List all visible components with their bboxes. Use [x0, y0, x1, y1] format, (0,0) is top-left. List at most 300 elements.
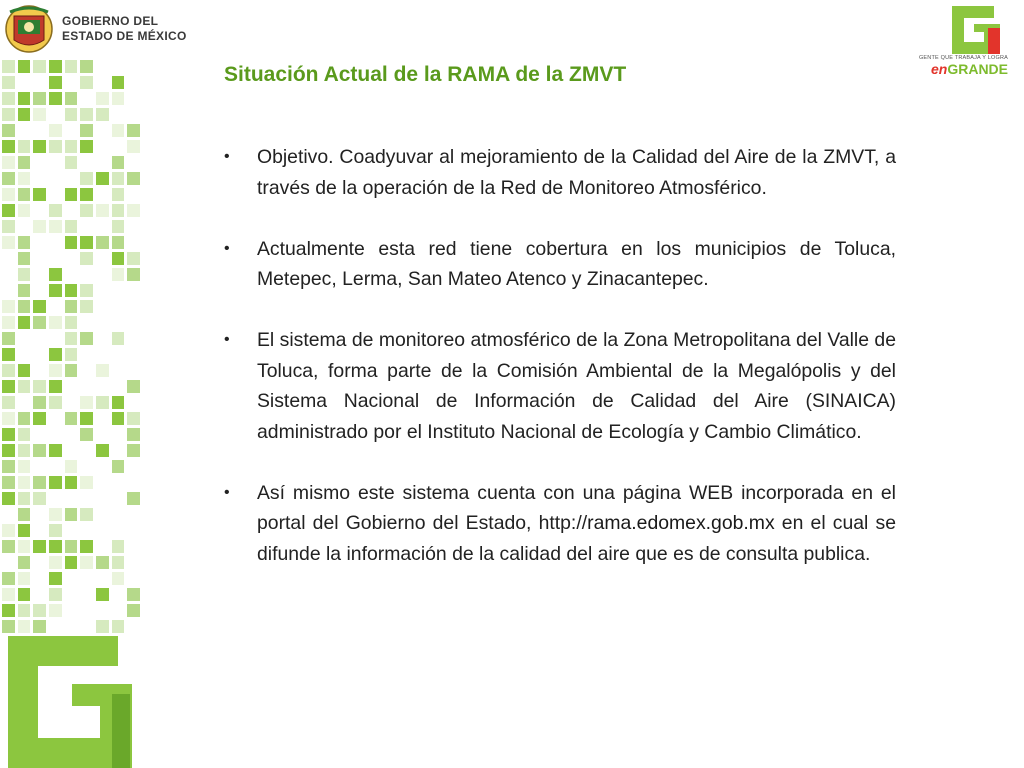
- mosaic-tile: [80, 348, 93, 361]
- mosaic-tile: [18, 156, 31, 169]
- brand-grande: GRANDE: [947, 61, 1008, 77]
- mosaic-tile: [18, 172, 31, 185]
- mosaic-tile: [127, 140, 140, 153]
- mosaic-tile: [49, 460, 62, 473]
- mosaic-tile: [127, 204, 140, 217]
- mosaic-tile: [96, 316, 109, 329]
- mosaic-tile: [49, 556, 62, 569]
- mosaic-tile: [96, 396, 109, 409]
- mosaic-tile: [127, 572, 140, 585]
- mosaic-tile: [112, 380, 125, 393]
- bullet-item: [224, 142, 896, 203]
- mosaic-tile: [18, 348, 31, 361]
- mosaic-tile: [18, 588, 31, 601]
- mosaic-tile: [96, 140, 109, 153]
- mosaic-tile: [65, 508, 78, 521]
- bullet-dot: •: [224, 331, 230, 348]
- mosaic-tile: [2, 508, 15, 521]
- mosaic-tile: [65, 572, 78, 585]
- mosaic-tile: [65, 268, 78, 281]
- mosaic-tile: [18, 428, 31, 441]
- website-link[interactable]: rama.edomex.gob.mx: [587, 512, 775, 534]
- mosaic-tile: [2, 348, 15, 361]
- mosaic-tile: [112, 556, 125, 569]
- mosaic-tile: [112, 76, 125, 89]
- mosaic-tile: [96, 332, 109, 345]
- mosaic-tile: [80, 492, 93, 505]
- mosaic-tile: [33, 316, 46, 329]
- mosaic-tile: [112, 476, 125, 489]
- mosaic-tile: [96, 412, 109, 425]
- mosaic-tile: [80, 92, 93, 105]
- brand-tagline: GENTE QUE TRABAJA Y LOGRA: [918, 55, 1008, 61]
- mosaic-tile: [33, 92, 46, 105]
- large-g-icon: [0, 636, 142, 768]
- mosaic-tile: [33, 76, 46, 89]
- mosaic-tile: [127, 620, 140, 633]
- mosaic-tile: [49, 380, 62, 393]
- mosaic-tile: [112, 316, 125, 329]
- mosaic-tile: [112, 124, 125, 137]
- mosaic-tile: [33, 572, 46, 585]
- mosaic-tile: [18, 140, 31, 153]
- mosaic-tile: [49, 252, 62, 265]
- mosaic-tile: [112, 364, 125, 377]
- mosaic-tile: [96, 92, 109, 105]
- bullet-text: Actualmente esta red tiene cobertura en los municipios de Toluca, Metepec, Lerma, San Mateo Atenco y Zinacantepec.: [257, 237, 896, 290]
- mosaic-tile: [96, 124, 109, 137]
- mosaic-tile: [33, 348, 46, 361]
- mosaic-tile: [49, 220, 62, 233]
- mosaic-tile: [33, 220, 46, 233]
- mosaic-tile: [112, 284, 125, 297]
- government-name-line2: ESTADO DE MÉXICO: [62, 29, 187, 43]
- mosaic-tile: [33, 108, 46, 121]
- mosaic-tile: [65, 524, 78, 537]
- mosaic-tile: [65, 380, 78, 393]
- mosaic-tile: [127, 108, 140, 121]
- mosaic-tile: [2, 236, 15, 249]
- mosaic-tile: [96, 444, 109, 457]
- mosaic-tile: [18, 284, 31, 297]
- mosaic-tile: [127, 172, 140, 185]
- mosaic-tile: [18, 204, 31, 217]
- mosaic-tile: [49, 316, 62, 329]
- mosaic-tile: [96, 300, 109, 313]
- mosaic-tile: [18, 236, 31, 249]
- mosaic-tile: [18, 508, 31, 521]
- mosaic-tile: [2, 316, 15, 329]
- mosaic-tile: [49, 124, 62, 137]
- mosaic-tile: [2, 476, 15, 489]
- mosaic-tile: [96, 460, 109, 473]
- mosaic-tile: [18, 364, 31, 377]
- mosaic-tile: [127, 156, 140, 169]
- mosaic-tile: [96, 156, 109, 169]
- mosaic-tile: [127, 444, 140, 457]
- mosaic-tile: [49, 188, 62, 201]
- mosaic-tile: [127, 316, 140, 329]
- mosaic-tile: [2, 204, 15, 217]
- mosaic-tile: [80, 380, 93, 393]
- mosaic-tile: [96, 588, 109, 601]
- mosaic-tile: [80, 396, 93, 409]
- mosaic-tile: [33, 124, 46, 137]
- mosaic-tile: [112, 108, 125, 121]
- mosaic-tile: [127, 556, 140, 569]
- mosaic-tile: [2, 332, 15, 345]
- mosaic-tile: [112, 156, 125, 169]
- mosaic-tile: [49, 156, 62, 169]
- mosaic-tile: [2, 460, 15, 473]
- mosaic-tile: [2, 92, 15, 105]
- mosaic-tile: [65, 604, 78, 617]
- mosaic-tile: [49, 364, 62, 377]
- mosaic-tile: [96, 284, 109, 297]
- mosaic-tile: [96, 540, 109, 553]
- mosaic-tile: [96, 60, 109, 73]
- mosaic-tile: [96, 380, 109, 393]
- mosaic-tile: [2, 604, 15, 617]
- mosaic-tile: [65, 92, 78, 105]
- mosaic-tile: [80, 172, 93, 185]
- mosaic-tile: [96, 428, 109, 441]
- mosaic-tile: [80, 604, 93, 617]
- mosaic-tile: [65, 556, 78, 569]
- mosaic-tile: [65, 236, 78, 249]
- mosaic-tile: [96, 572, 109, 585]
- mosaic-tile: [33, 252, 46, 265]
- mosaic-tile: [65, 364, 78, 377]
- mosaic-tile: [80, 156, 93, 169]
- mosaic-tile: [18, 188, 31, 201]
- mosaic-tile: [112, 508, 125, 521]
- mosaic-tile: [112, 588, 125, 601]
- mosaic-tile: [80, 572, 93, 585]
- mosaic-tile: [80, 588, 93, 601]
- mosaic-tile: [65, 140, 78, 153]
- mosaic-tile: [80, 476, 93, 489]
- mosaic-tile: [112, 236, 125, 249]
- mosaic-tile: [96, 604, 109, 617]
- mosaic-tile: [33, 188, 46, 201]
- mosaic-tile: [96, 620, 109, 633]
- mosaic-tile: [18, 268, 31, 281]
- mosaic-tile: [127, 412, 140, 425]
- mosaic-tile: [96, 172, 109, 185]
- mosaic-tile: [80, 364, 93, 377]
- mosaic-tile: [127, 428, 140, 441]
- mosaic-tile: [80, 108, 93, 121]
- mosaic-tile: [33, 172, 46, 185]
- mosaic-tile: [127, 188, 140, 201]
- mosaic-tile: [112, 412, 125, 425]
- mosaic-tile: [2, 428, 15, 441]
- mosaic-tile: [80, 540, 93, 553]
- mosaic-tile: [49, 508, 62, 521]
- mosaic-tile: [49, 396, 62, 409]
- mosaic-tile: [80, 236, 93, 249]
- mosaic-tile: [127, 508, 140, 521]
- bullet-text-after-url: en el cual se difunde la información de la calidad del aire que es de consulta publica.: [257, 512, 896, 565]
- mosaic-tile: [33, 332, 46, 345]
- mosaic-tile: [18, 476, 31, 489]
- mosaic-tile: [127, 300, 140, 313]
- mosaic-tile: [80, 140, 93, 153]
- mosaic-tile: [2, 268, 15, 281]
- mosaic-tile: [112, 572, 125, 585]
- mosaic-tile: [33, 364, 46, 377]
- mosaic-tile: [2, 156, 15, 169]
- mosaic-tile: [127, 284, 140, 297]
- mosaic-tile: [65, 332, 78, 345]
- mosaic-tile: [127, 588, 140, 601]
- bullet-dot: •: [224, 239, 230, 257]
- mosaic-tile: [96, 108, 109, 121]
- mosaic-tile: [2, 108, 15, 121]
- mosaic-tile: [96, 476, 109, 489]
- mosaic-tile: [96, 556, 109, 569]
- mosaic-tile: [18, 396, 31, 409]
- mosaic-tile: [2, 492, 15, 505]
- mosaic-tile: [112, 204, 125, 217]
- mosaic-tile: [112, 60, 125, 73]
- mosaic-tile: [49, 300, 62, 313]
- mosaic-tile: [33, 60, 46, 73]
- mosaic-tile: [80, 300, 93, 313]
- mosaic-tile: [33, 284, 46, 297]
- mosaic-tile: [65, 76, 78, 89]
- mosaic-tile: [112, 492, 125, 505]
- mosaic-tile: [96, 220, 109, 233]
- mosaic-tile: [2, 620, 15, 633]
- mosaic-tile: [112, 220, 125, 233]
- mosaic-tile: [127, 476, 140, 489]
- mosaic-tile: [96, 76, 109, 89]
- mosaic-tile: [33, 268, 46, 281]
- mosaic-tile: [65, 156, 78, 169]
- mosaic-tile: [96, 492, 109, 505]
- mosaic-tile: [18, 252, 31, 265]
- mosaic-tile: [80, 220, 93, 233]
- mosaic-tile: [127, 540, 140, 553]
- mosaic-tile: [65, 476, 78, 489]
- mosaic-tile: [96, 524, 109, 537]
- mosaic-tile: [49, 140, 62, 153]
- mosaic-tile: [65, 428, 78, 441]
- mosaic-tile: [65, 108, 78, 121]
- mosaic-tile: [96, 268, 109, 281]
- brand-wordmark: [931, 61, 1008, 77]
- mosaic-tile: [2, 140, 15, 153]
- mosaic-tile: [127, 348, 140, 361]
- mosaic-tile: [127, 252, 140, 265]
- mosaic-tile: [65, 220, 78, 233]
- mosaic-tile: [112, 604, 125, 617]
- bullet-text: Objetivo. Coadyuvar al mejoramiento de la Calidad del Aire de la ZMVT, a través de la operación de la Red de Monitoreo Atmosférico.: [257, 146, 896, 199]
- g-logo-icon: [948, 6, 1004, 54]
- mosaic-tile: [18, 220, 31, 233]
- bullet-list: [224, 142, 896, 600]
- mosaic-tile: [49, 620, 62, 633]
- mosaic-tile: [112, 428, 125, 441]
- mosaic-tile: [65, 540, 78, 553]
- mosaic-tile: [65, 204, 78, 217]
- bullet-text-before-url: Así mismo este sistema cuenta con una página WEB incorporada en el portal del Gobierno del Estado, http://: [257, 481, 896, 534]
- mosaic-tile: [65, 492, 78, 505]
- mosaic-tile: [18, 444, 31, 457]
- mosaic-tile: [112, 348, 125, 361]
- bullet-item: [224, 234, 896, 295]
- mosaic-tile: [33, 300, 46, 313]
- mosaic-tile: [49, 476, 62, 489]
- mosaic-tile: [33, 396, 46, 409]
- mosaic-tile: [80, 60, 93, 73]
- mosaic-tile: [49, 428, 62, 441]
- mosaic-tile: [112, 92, 125, 105]
- mosaic-tile: [49, 604, 62, 617]
- mosaic-tile: [80, 524, 93, 537]
- mosaic-tile: [2, 220, 15, 233]
- mosaic-tile: [18, 332, 31, 345]
- mosaic-tile: [2, 588, 15, 601]
- mosaic-tile: [65, 124, 78, 137]
- mosaic-tile: [33, 492, 46, 505]
- mosaic-tile: [2, 540, 15, 553]
- mosaic-tile: [112, 268, 125, 281]
- slide-title: Situación Actual de la RAMA de la ZMVT: [224, 63, 627, 86]
- mosaic-tile: [112, 620, 125, 633]
- mosaic-tile: [112, 332, 125, 345]
- mosaic-tile: [49, 412, 62, 425]
- mosaic-tile: [65, 396, 78, 409]
- mosaic-tile: [80, 316, 93, 329]
- mosaic-tile: [18, 460, 31, 473]
- mosaic-tile: [127, 92, 140, 105]
- mosaic-tile: [65, 60, 78, 73]
- mosaic-tile: [33, 156, 46, 169]
- mosaic-tile: [112, 172, 125, 185]
- mosaic-tile: [65, 284, 78, 297]
- estado-de-mexico-seal-icon: [4, 4, 54, 54]
- mosaic-tile: [18, 492, 31, 505]
- mosaic-tile: [33, 476, 46, 489]
- mosaic-tile: [80, 204, 93, 217]
- mosaic-tile: [49, 236, 62, 249]
- mosaic-tile: [33, 428, 46, 441]
- mosaic-tile: [49, 172, 62, 185]
- mosaic-tile: [18, 380, 31, 393]
- mosaic-tile: [65, 188, 78, 201]
- mosaic-tile: [2, 572, 15, 585]
- mosaic-tile: [49, 204, 62, 217]
- mosaic-tile: [18, 556, 31, 569]
- mosaic-tile: [2, 556, 15, 569]
- mosaic-tile: [80, 76, 93, 89]
- mosaic-tile: [127, 124, 140, 137]
- mosaic-tile: [2, 172, 15, 185]
- mosaic-tile: [18, 316, 31, 329]
- mosaic-tile: [127, 380, 140, 393]
- mosaic-tile: [96, 204, 109, 217]
- mosaic-tile: [127, 268, 140, 281]
- mosaic-tile: [33, 540, 46, 553]
- mosaic-tile: [80, 556, 93, 569]
- mosaic-tile: [49, 492, 62, 505]
- mosaic-tile: [80, 188, 93, 201]
- mosaic-tile: [33, 412, 46, 425]
- mosaic-tile: [80, 268, 93, 281]
- bullet-dot: •: [224, 483, 230, 501]
- mosaic-tile: [49, 108, 62, 121]
- mosaic-tile: [18, 604, 31, 617]
- mosaic-tile: [18, 92, 31, 105]
- mosaic-tile: [2, 444, 15, 457]
- mosaic-tile: [33, 588, 46, 601]
- mosaic-tile: [112, 300, 125, 313]
- mosaic-tile: [80, 332, 93, 345]
- mosaic-tile: [80, 284, 93, 297]
- mosaic-tile: [18, 412, 31, 425]
- mosaic-tile: [65, 460, 78, 473]
- mosaic-tile: [96, 364, 109, 377]
- mosaic-tile: [80, 460, 93, 473]
- mosaic-tile: [33, 460, 46, 473]
- bullet-item: [224, 325, 896, 447]
- mosaic-tile: [65, 620, 78, 633]
- mosaic-tile: [18, 540, 31, 553]
- mosaic-tile: [112, 396, 125, 409]
- mosaic-tile: [112, 188, 125, 201]
- mosaic-tile: [65, 444, 78, 457]
- mosaic-tile: [18, 108, 31, 121]
- mosaic-tile: [80, 124, 93, 137]
- mosaic-tile: [127, 332, 140, 345]
- mosaic-tile: [80, 252, 93, 265]
- mosaic-tile: [127, 60, 140, 73]
- mosaic-tile: [2, 76, 15, 89]
- bullet-dot: •: [224, 148, 230, 165]
- mosaic-tile: [2, 364, 15, 377]
- mosaic-tile: [18, 524, 31, 537]
- mosaic-tile: [2, 412, 15, 425]
- mosaic-tile: [65, 252, 78, 265]
- mosaic-tile: [80, 428, 93, 441]
- mosaic-tile: [96, 252, 109, 265]
- mosaic-tile: [49, 268, 62, 281]
- mosaic-tile: [127, 236, 140, 249]
- mosaic-tile: [33, 236, 46, 249]
- mosaic-tile: [127, 76, 140, 89]
- mosaic-tile: [49, 444, 62, 457]
- mosaic-tile: [33, 444, 46, 457]
- mosaic-tile: [96, 508, 109, 521]
- engrande-logo: [914, 6, 1010, 76]
- mosaic-tile: [80, 412, 93, 425]
- mosaic-tile: [80, 508, 93, 521]
- mosaic-tile: [33, 204, 46, 217]
- mosaic-tile: [112, 140, 125, 153]
- bullet-text: El sistema de monitoreo atmosférico de la Zona Metropolitana del Valle de Toluca, forma parte de la Comisión Ambiental de la Megalópolis y del Sistema Nacional de Información de Calidad del Aire (SINAICA) administrado por el Instituto Nacional de Ecología y Cambio Climático.: [257, 329, 896, 443]
- mosaic-tile: [112, 540, 125, 553]
- mosaic-tile: [33, 380, 46, 393]
- mosaic-tile: [2, 524, 15, 537]
- mosaic-tile: [65, 300, 78, 313]
- mosaic-tile: [49, 76, 62, 89]
- mosaic-tile: [33, 524, 46, 537]
- mosaic-tile: [2, 380, 15, 393]
- mosaic-tile: [127, 524, 140, 537]
